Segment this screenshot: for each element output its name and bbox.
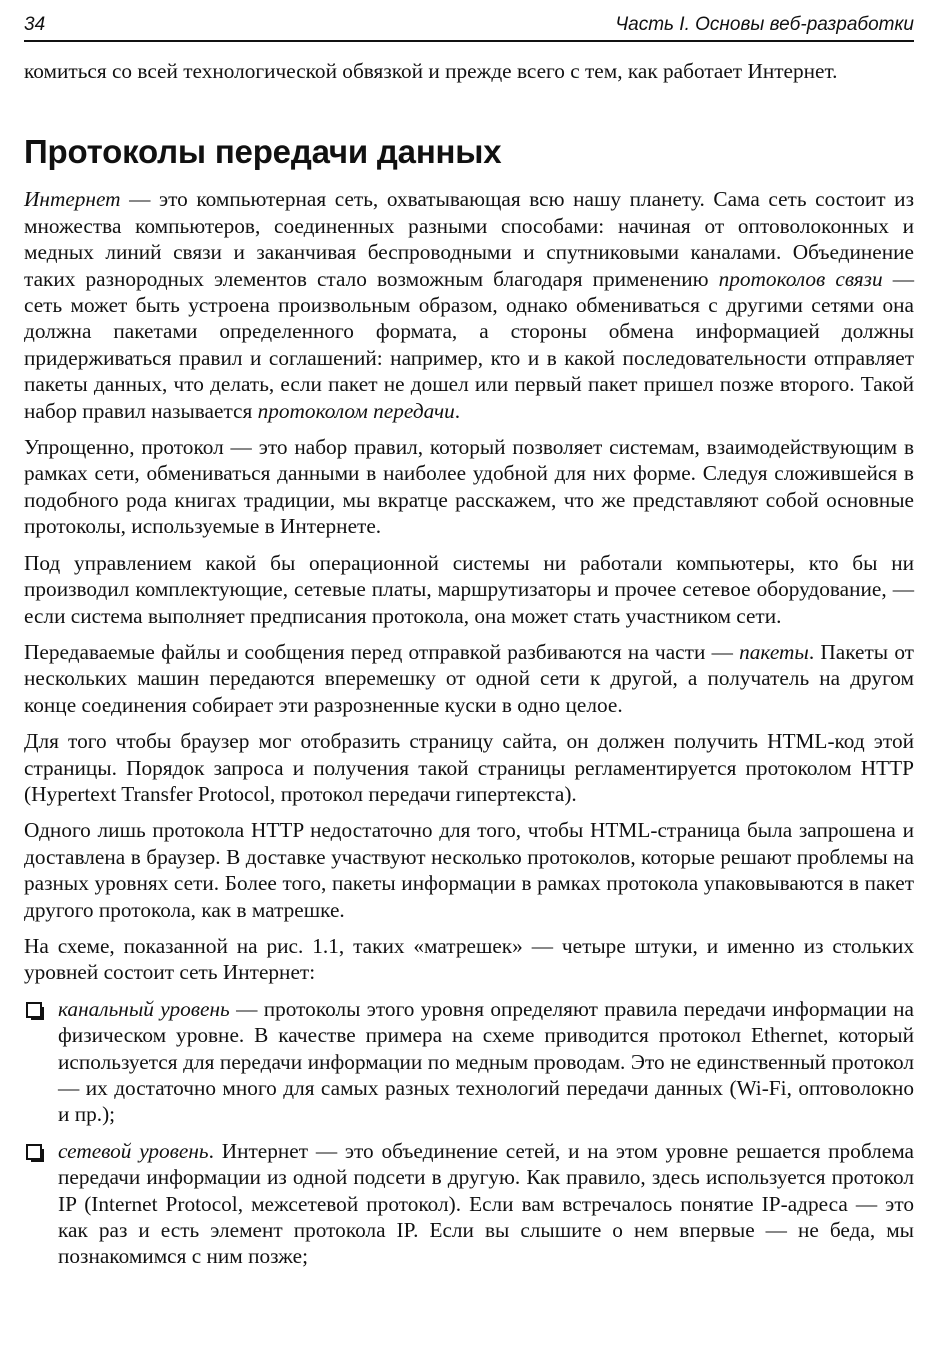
term-packets: пакеты <box>739 639 809 664</box>
list-item-text: . Интернет — это объединение сетей, и на этом уровне решается проблема передачи информации из одной подсети в другую. Как правило, здесь используется протокол IP (Internet Protocol, межсетевой протокол). Если вам встречалось понятие IP-адреса — это как раз и есть элемент протокола IP. Если вы слышите о нем впервые — не беда, мы познакомимся с ним позже; <box>58 1138 914 1269</box>
section-heading: Протоколы передачи данных <box>24 133 502 171</box>
page-number: 34 <box>24 14 46 35</box>
term-internet: Интернет <box>24 187 121 212</box>
running-title: Часть I. Основы веб-разработки <box>615 14 914 35</box>
term-network-layer: сетевой уровень <box>58 1138 209 1163</box>
checkbox-bullet-icon <box>26 1002 42 1018</box>
paragraph-protocol-nesting: Одного лишь протокола HTTP недостаточно для того, чтобы HTML-страница была запрошена и доставлена в браузер. В доставке участвуют несколько протоколов, которые решают проблемы на разных уровнях сети. Более того, пакеты информации в рамках протокола упаковываются в пакет другого протокола, как в матрешке. <box>24 818 914 922</box>
term-communication-protocols: протоколов связи <box>718 266 883 291</box>
paragraph-text: — это компьютерная сеть, охватывающая всю нашу планету. Сама сеть состоит из множества компьютеров, соединенных разными способами: начиная от оптоволоконных и медных линий связи и заканчивая беспроводными и спутниковыми каналами. Объединение таких разнородных элементов стало возможным благодаря применению <box>24 187 914 291</box>
running-header <box>24 10 914 42</box>
paragraph-text: — сеть может быть устроена произвольным образом, однако обмениваться с другими сетями она должна пакетами определенного формата, а стороны обмена информацией должны придерживаться правил и соглашений: например, кто и в какой последовательности отправляет пакеты данных, что делать, если пакет не дошел или первый пакет пришел позже второго. Такой набор правил называется <box>24 266 915 423</box>
paragraph-os-independence: Под управлением какой бы операционной системы ни работали компьютеры, кто бы ни производил комплектующие, сетевые платы, маршрутизаторы и прочее сетевое оборудование, — если система выполняет предписания протокола, она может стать участником сети. <box>24 550 914 628</box>
paragraph-packets <box>24 639 914 718</box>
list-item-text: — протоколы этого уровня определяют правила передачи информации на физическом уровне. В качестве примера на схеме приводится протокол Ethernet, который используется для передачи информации по медным проводам. Это не единственный протокол — их достаточно много для самых разных технологий передачи данных (Wi-Fi, оптоволокно и пр.); <box>58 996 914 1127</box>
paragraph-http: Для того чтобы браузер мог отобразить страницу сайта, он должен получить HTML-код этой страницы. Порядок запроса и получения такой страницы регламентируется протоколом HTTP (Hypertext Transfer Protocol, протокол передачи гипертекста). <box>24 729 914 806</box>
paragraph-text: . <box>454 398 461 423</box>
paragraph-text: . Пакеты от нескольких машин передаются вперемешку от одной сети к другой, а получатель на другом конце соединения собирает эти разрозненные куски в одно целое. <box>24 639 914 717</box>
list-item <box>24 1138 914 1270</box>
term-link-layer: канальный уровень <box>58 996 230 1021</box>
paragraph-network-levels: На схеме, показанной на рис. 1.1, таких «матрешек» — четыре штуки, и именно из стольких уровней состоит сеть Интернет: <box>24 933 914 985</box>
page-body <box>24 58 914 1280</box>
paragraph-protocol-definition: Упрощенно, протокол — это набор правил, который позволяет системам, взаимодействующим в рамках сети, обмениваться данными в наиболее удобной для них форме. Следуя сложившейся в подобного рода книгах традиции, мы вкратце расскажем, что же представляют собой основные протоколы, используемые в Интернете. <box>24 435 914 539</box>
paragraph-internet-definition <box>24 186 914 424</box>
levels-list <box>24 996 914 1270</box>
list-item <box>24 996 914 1128</box>
paragraph-text: Передаваемые файлы и сообщения перед отправкой разбиваются на части — <box>24 639 740 664</box>
checkbox-bullet-icon <box>26 1144 42 1160</box>
term-transfer-protocol: протоколом передачи <box>257 398 455 423</box>
intro-paragraph-tail: комиться со всей технологической обвязкой и прежде всего с тем, как работает Интернет. <box>24 59 838 83</box>
